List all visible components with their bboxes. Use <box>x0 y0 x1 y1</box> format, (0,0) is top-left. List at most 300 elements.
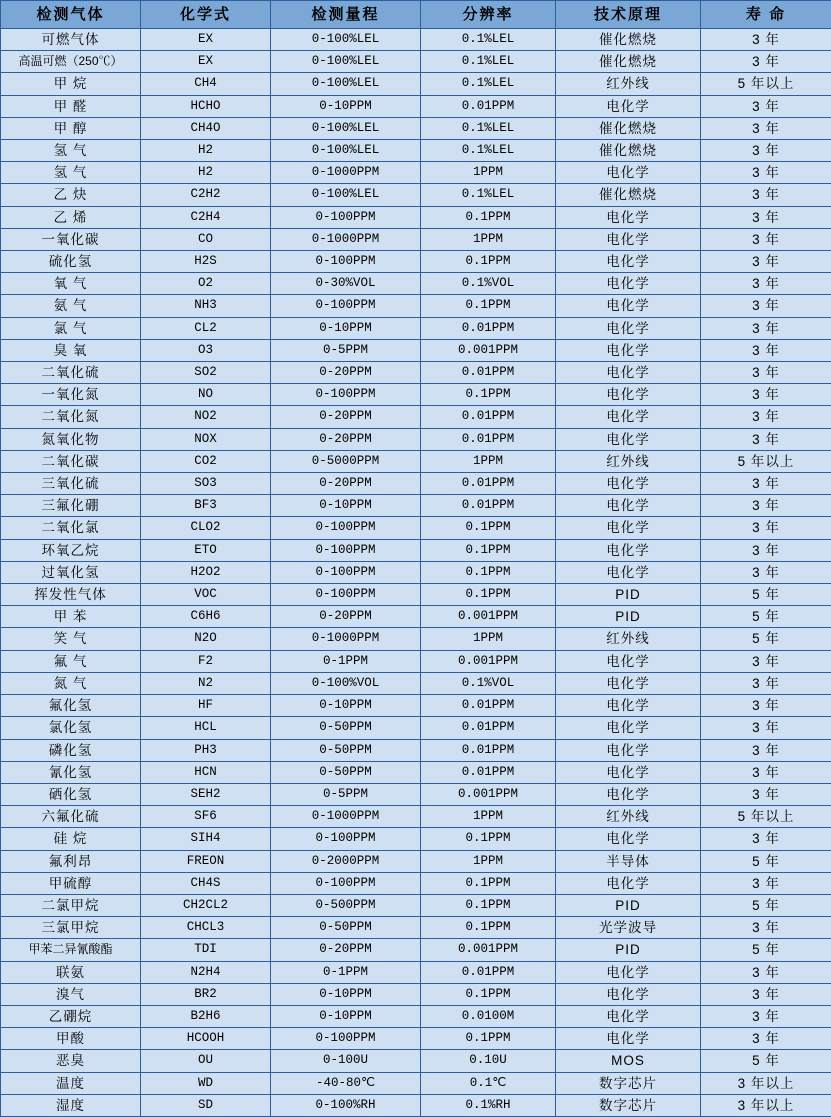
table-row <box>1 561 831 583</box>
cell-formula: CO2 <box>141 450 271 472</box>
cell-range: 0-100%LEL <box>271 184 421 206</box>
table-row <box>1 428 831 450</box>
table-row <box>1 228 831 250</box>
table-row <box>1 1050 831 1072</box>
cell-formula: SF6 <box>141 806 271 828</box>
cell-resolution: 0.1PPM <box>421 894 556 916</box>
table-row <box>1 495 831 517</box>
cell-principle: 电化学 <box>556 695 701 717</box>
cell-gas: 硫化氢 <box>1 251 141 273</box>
cell-formula: SD <box>141 1094 271 1116</box>
cell-lifetime: 5 年 <box>701 850 831 872</box>
cell-lifetime: 5 年 <box>701 584 831 606</box>
cell-principle: 电化学 <box>556 761 701 783</box>
cell-formula: EX <box>141 29 271 51</box>
cell-range: 0-100PPM <box>271 295 421 317</box>
cell-lifetime: 3 年 <box>701 517 831 539</box>
cell-range: 0-100PPM <box>271 539 421 561</box>
cell-formula: NO2 <box>141 406 271 428</box>
cell-lifetime: 5 年 <box>701 894 831 916</box>
cell-gas: 温度 <box>1 1072 141 1094</box>
cell-formula: CL2 <box>141 317 271 339</box>
cell-formula: O2 <box>141 273 271 295</box>
cell-resolution: 0.1PPM <box>421 251 556 273</box>
cell-range: 0-100%LEL <box>271 29 421 51</box>
cell-resolution: 0.1PPM <box>421 872 556 894</box>
cell-range: 0-100PPM <box>271 384 421 406</box>
cell-range: 0-10PPM <box>271 495 421 517</box>
cell-resolution: 0.1PPM <box>421 517 556 539</box>
cell-range: 0-100U <box>271 1050 421 1072</box>
table-row <box>1 650 831 672</box>
table-body <box>1 29 831 1117</box>
cell-principle: 电化学 <box>556 739 701 761</box>
cell-formula: NH3 <box>141 295 271 317</box>
cell-lifetime: 3 年以上 <box>701 1072 831 1094</box>
cell-principle: 光学波导 <box>556 917 701 939</box>
cell-lifetime: 3 年 <box>701 783 831 805</box>
cell-gas: 氢 气 <box>1 140 141 162</box>
cell-gas: 二氧化碳 <box>1 450 141 472</box>
cell-lifetime: 3 年 <box>701 184 831 206</box>
cell-gas: 三氧化硫 <box>1 473 141 495</box>
cell-resolution: 1PPM <box>421 450 556 472</box>
cell-gas: 氯化氢 <box>1 717 141 739</box>
cell-principle: 电化学 <box>556 362 701 384</box>
table-row <box>1 917 831 939</box>
cell-principle: 电化学 <box>556 1028 701 1050</box>
cell-range: 0-100PPM <box>271 517 421 539</box>
cell-gas: 湿度 <box>1 1094 141 1116</box>
cell-lifetime: 3 年 <box>701 428 831 450</box>
table-row <box>1 184 831 206</box>
table-row <box>1 339 831 361</box>
cell-resolution: 1PPM <box>421 628 556 650</box>
cell-lifetime: 3 年 <box>701 384 831 406</box>
cell-lifetime: 3 年 <box>701 495 831 517</box>
cell-principle: 红外线 <box>556 450 701 472</box>
cell-principle: 半导体 <box>556 850 701 872</box>
table-row <box>1 450 831 472</box>
cell-gas: 二氧化硫 <box>1 362 141 384</box>
column-header-formula: 化学式 <box>141 1 271 29</box>
cell-gas: 可燃气体 <box>1 29 141 51</box>
cell-resolution: 0.1PPM <box>421 206 556 228</box>
cell-range: 0-1PPM <box>271 961 421 983</box>
cell-lifetime: 3 年 <box>701 695 831 717</box>
cell-range: 0-100%VOL <box>271 672 421 694</box>
cell-range: 0-10PPM <box>271 95 421 117</box>
cell-lifetime: 3 年 <box>701 273 831 295</box>
cell-formula: TDI <box>141 939 271 961</box>
cell-gas: 笑 气 <box>1 628 141 650</box>
cell-principle: 电化学 <box>556 95 701 117</box>
table-row <box>1 983 831 1005</box>
cell-principle: 红外线 <box>556 73 701 95</box>
cell-formula: HCN <box>141 761 271 783</box>
cell-formula: EX <box>141 51 271 73</box>
table-row <box>1 961 831 983</box>
table-row <box>1 517 831 539</box>
cell-range: 0-30%VOL <box>271 273 421 295</box>
cell-lifetime: 3 年 <box>701 739 831 761</box>
cell-principle: 电化学 <box>556 539 701 561</box>
cell-principle: 数字芯片 <box>556 1094 701 1116</box>
cell-resolution: 0.1PPM <box>421 295 556 317</box>
cell-formula: SEH2 <box>141 783 271 805</box>
cell-formula: CH4 <box>141 73 271 95</box>
table-row <box>1 894 831 916</box>
cell-formula: CO <box>141 228 271 250</box>
table-row <box>1 1072 831 1094</box>
table-header <box>1 1 831 29</box>
cell-resolution: 0.1%VOL <box>421 672 556 694</box>
cell-lifetime: 3 年 <box>701 828 831 850</box>
cell-principle: 电化学 <box>556 672 701 694</box>
cell-gas: 高温可燃（250℃） <box>1 51 141 73</box>
cell-formula: HF <box>141 695 271 717</box>
table-row <box>1 850 831 872</box>
cell-gas: 硅 烷 <box>1 828 141 850</box>
cell-range: 0-50PPM <box>271 917 421 939</box>
cell-lifetime: 3 年 <box>701 983 831 1005</box>
cell-resolution: 0.01PPM <box>421 695 556 717</box>
table-row <box>1 162 831 184</box>
cell-range: 0-50PPM <box>271 761 421 783</box>
cell-principle: 电化学 <box>556 650 701 672</box>
cell-lifetime: 3 年 <box>701 162 831 184</box>
cell-gas: 三氯甲烷 <box>1 917 141 939</box>
cell-gas: 甲硫醇 <box>1 872 141 894</box>
cell-formula: H2 <box>141 140 271 162</box>
cell-lifetime: 5 年以上 <box>701 806 831 828</box>
cell-range: 0-100PPM <box>271 828 421 850</box>
cell-principle: 电化学 <box>556 872 701 894</box>
cell-range: 0-50PPM <box>271 739 421 761</box>
cell-gas: 联氨 <box>1 961 141 983</box>
table-row <box>1 872 831 894</box>
cell-lifetime: 3 年 <box>701 29 831 51</box>
cell-gas: 六氟化硫 <box>1 806 141 828</box>
cell-lifetime: 3 年 <box>701 251 831 273</box>
cell-formula: BR2 <box>141 983 271 1005</box>
cell-gas: 臭 氧 <box>1 339 141 361</box>
cell-lifetime: 3 年 <box>701 228 831 250</box>
cell-resolution: 0.1%RH <box>421 1094 556 1116</box>
cell-resolution: 0.001PPM <box>421 650 556 672</box>
cell-principle: 催化燃烧 <box>556 184 701 206</box>
cell-principle: PID <box>556 939 701 961</box>
column-header-range: 检测量程 <box>271 1 421 29</box>
cell-gas: 氟化氢 <box>1 695 141 717</box>
cell-lifetime: 3 年 <box>701 1005 831 1027</box>
cell-gas: 氟利昂 <box>1 850 141 872</box>
cell-formula: HCOOH <box>141 1028 271 1050</box>
cell-principle: 催化燃烧 <box>556 117 701 139</box>
cell-principle: 红外线 <box>556 628 701 650</box>
cell-principle: 催化燃烧 <box>556 29 701 51</box>
cell-gas: 磷化氢 <box>1 739 141 761</box>
cell-range: 0-1000PPM <box>271 228 421 250</box>
cell-principle: 电化学 <box>556 983 701 1005</box>
table-row <box>1 584 831 606</box>
cell-resolution: 0.1%LEL <box>421 184 556 206</box>
cell-gas: 乙 烯 <box>1 206 141 228</box>
cell-range: 0-50PPM <box>271 717 421 739</box>
cell-range: 0-5000PPM <box>271 450 421 472</box>
cell-gas: 甲苯二异氰酸酯 <box>1 939 141 961</box>
cell-resolution: 0.0100M <box>421 1005 556 1027</box>
cell-range: 0-100PPM <box>271 251 421 273</box>
cell-gas: 甲 醛 <box>1 95 141 117</box>
table-row <box>1 73 831 95</box>
cell-gas: 二氯甲烷 <box>1 894 141 916</box>
cell-resolution: 0.01PPM <box>421 406 556 428</box>
table-row <box>1 384 831 406</box>
cell-gas: 一氧化氮 <box>1 384 141 406</box>
cell-resolution: 0.1PPM <box>421 561 556 583</box>
cell-principle: 电化学 <box>556 517 701 539</box>
column-header-principle: 技术原理 <box>556 1 701 29</box>
table-row <box>1 628 831 650</box>
cell-formula: BF3 <box>141 495 271 517</box>
cell-range: 0-100%LEL <box>271 73 421 95</box>
cell-resolution: 0.01PPM <box>421 739 556 761</box>
cell-range: 0-100%LEL <box>271 117 421 139</box>
table-row <box>1 717 831 739</box>
cell-gas: 氢 气 <box>1 162 141 184</box>
cell-range: 0-100PPM <box>271 561 421 583</box>
cell-lifetime: 5 年 <box>701 939 831 961</box>
cell-range: 0-10PPM <box>271 983 421 1005</box>
cell-resolution: 0.1%LEL <box>421 29 556 51</box>
cell-lifetime: 3 年 <box>701 650 831 672</box>
cell-gas: 二氧化氮 <box>1 406 141 428</box>
table-row <box>1 317 831 339</box>
cell-principle: 电化学 <box>556 162 701 184</box>
cell-lifetime: 3 年 <box>701 717 831 739</box>
cell-gas: 乙硼烷 <box>1 1005 141 1027</box>
table-row <box>1 806 831 828</box>
cell-formula: OU <box>141 1050 271 1072</box>
cell-lifetime: 3 年 <box>701 961 831 983</box>
cell-formula: B2H6 <box>141 1005 271 1027</box>
cell-gas: 环氧乙烷 <box>1 539 141 561</box>
cell-principle: PID <box>556 894 701 916</box>
cell-gas: 氰化氢 <box>1 761 141 783</box>
cell-range: 0-100%LEL <box>271 140 421 162</box>
cell-principle: 电化学 <box>556 406 701 428</box>
table-header-row <box>1 1 831 29</box>
table-row <box>1 1094 831 1116</box>
table-row <box>1 95 831 117</box>
cell-principle: 电化学 <box>556 717 701 739</box>
cell-lifetime: 3 年 <box>701 362 831 384</box>
cell-formula: WD <box>141 1072 271 1094</box>
cell-lifetime: 3 年以上 <box>701 1094 831 1116</box>
cell-gas: 硒化氢 <box>1 783 141 805</box>
cell-resolution: 0.1%LEL <box>421 117 556 139</box>
cell-resolution: 0.01PPM <box>421 961 556 983</box>
cell-formula: N2 <box>141 672 271 694</box>
cell-formula: PH3 <box>141 739 271 761</box>
table-row <box>1 295 831 317</box>
cell-lifetime: 5 年以上 <box>701 450 831 472</box>
cell-gas: 过氧化氢 <box>1 561 141 583</box>
table-row <box>1 1028 831 1050</box>
cell-gas: 氮氧化物 <box>1 428 141 450</box>
cell-principle: 电化学 <box>556 251 701 273</box>
cell-lifetime: 3 年 <box>701 672 831 694</box>
cell-gas: 氟 气 <box>1 650 141 672</box>
cell-principle: 电化学 <box>556 561 701 583</box>
cell-range: 0-100PPM <box>271 206 421 228</box>
cell-formula: H2O2 <box>141 561 271 583</box>
cell-lifetime: 3 年 <box>701 561 831 583</box>
cell-formula: CH2CL2 <box>141 894 271 916</box>
cell-principle: 电化学 <box>556 228 701 250</box>
cell-range: 0-1000PPM <box>271 806 421 828</box>
cell-principle: 电化学 <box>556 295 701 317</box>
table-row <box>1 206 831 228</box>
cell-principle: 催化燃烧 <box>556 51 701 73</box>
cell-formula: SIH4 <box>141 828 271 850</box>
cell-formula: HCHO <box>141 95 271 117</box>
cell-resolution: 0.001PPM <box>421 606 556 628</box>
cell-lifetime: 5 年 <box>701 1050 831 1072</box>
cell-lifetime: 5 年以上 <box>701 73 831 95</box>
cell-resolution: 0.1PPM <box>421 828 556 850</box>
cell-resolution: 0.1%VOL <box>421 273 556 295</box>
table-row <box>1 739 831 761</box>
cell-resolution: 0.1%LEL <box>421 51 556 73</box>
cell-range: 0-500PPM <box>271 894 421 916</box>
cell-formula: SO2 <box>141 362 271 384</box>
cell-lifetime: 5 年 <box>701 606 831 628</box>
cell-formula: ETO <box>141 539 271 561</box>
table-row <box>1 117 831 139</box>
cell-principle: 电化学 <box>556 428 701 450</box>
cell-resolution: 0.01PPM <box>421 317 556 339</box>
cell-range: 0-1000PPM <box>271 162 421 184</box>
table-row <box>1 273 831 295</box>
cell-principle: 电化学 <box>556 384 701 406</box>
cell-gas: 甲 苯 <box>1 606 141 628</box>
cell-resolution: 0.001PPM <box>421 939 556 961</box>
cell-resolution: 0.10U <box>421 1050 556 1072</box>
cell-lifetime: 3 年 <box>701 117 831 139</box>
cell-resolution: 0.1%LEL <box>421 73 556 95</box>
cell-formula: O3 <box>141 339 271 361</box>
cell-lifetime: 5 年 <box>701 628 831 650</box>
cell-resolution: 0.1PPM <box>421 917 556 939</box>
cell-formula: NO <box>141 384 271 406</box>
cell-range: 0-10PPM <box>271 1005 421 1027</box>
cell-lifetime: 3 年 <box>701 339 831 361</box>
table-row <box>1 473 831 495</box>
cell-range: 0-100PPM <box>271 872 421 894</box>
cell-gas: 溴气 <box>1 983 141 1005</box>
cell-principle: 电化学 <box>556 339 701 361</box>
cell-gas: 氯 气 <box>1 317 141 339</box>
cell-range: 0-5PPM <box>271 783 421 805</box>
cell-lifetime: 3 年 <box>701 761 831 783</box>
cell-principle: 电化学 <box>556 273 701 295</box>
cell-resolution: 0.1PPM <box>421 983 556 1005</box>
cell-lifetime: 3 年 <box>701 539 831 561</box>
cell-formula: NOX <box>141 428 271 450</box>
cell-resolution: 1PPM <box>421 228 556 250</box>
cell-gas: 一氧化碳 <box>1 228 141 250</box>
table-row <box>1 140 831 162</box>
cell-principle: 数字芯片 <box>556 1072 701 1094</box>
column-header-gas: 检测气体 <box>1 1 141 29</box>
cell-range: 0-100%RH <box>271 1094 421 1116</box>
table-row <box>1 251 831 273</box>
cell-formula: CH4S <box>141 872 271 894</box>
table-row <box>1 672 831 694</box>
cell-resolution: 0.1℃ <box>421 1072 556 1094</box>
cell-range: 0-20PPM <box>271 406 421 428</box>
cell-resolution: 0.001PPM <box>421 783 556 805</box>
cell-range: 0-10PPM <box>271 317 421 339</box>
table-row <box>1 761 831 783</box>
table-row <box>1 539 831 561</box>
table-row <box>1 29 831 51</box>
cell-formula: FREON <box>141 850 271 872</box>
column-header-lifetime: 寿 命 <box>701 1 831 29</box>
cell-resolution: 0.1PPM <box>421 1028 556 1050</box>
cell-gas: 甲 烷 <box>1 73 141 95</box>
table-row <box>1 362 831 384</box>
cell-principle: 电化学 <box>556 206 701 228</box>
cell-lifetime: 3 年 <box>701 317 831 339</box>
cell-formula: VOC <box>141 584 271 606</box>
cell-range: 0-10PPM <box>271 695 421 717</box>
cell-principle: 催化燃烧 <box>556 140 701 162</box>
table-row <box>1 828 831 850</box>
cell-principle: 红外线 <box>556 806 701 828</box>
cell-principle: 电化学 <box>556 828 701 850</box>
cell-range: 0-100PPM <box>271 1028 421 1050</box>
cell-gas: 甲 醇 <box>1 117 141 139</box>
cell-principle: 电化学 <box>556 495 701 517</box>
cell-resolution: 0.001PPM <box>421 339 556 361</box>
cell-lifetime: 3 年 <box>701 406 831 428</box>
cell-formula: C2H2 <box>141 184 271 206</box>
cell-formula: CLO2 <box>141 517 271 539</box>
cell-gas: 甲酸 <box>1 1028 141 1050</box>
cell-range: 0-20PPM <box>271 939 421 961</box>
cell-principle: 电化学 <box>556 783 701 805</box>
cell-resolution: 1PPM <box>421 806 556 828</box>
cell-resolution: 0.1PPM <box>421 584 556 606</box>
cell-lifetime: 3 年 <box>701 917 831 939</box>
cell-resolution: 0.01PPM <box>421 717 556 739</box>
cell-formula: N2H4 <box>141 961 271 983</box>
cell-gas: 氨 气 <box>1 295 141 317</box>
cell-range: 0-1PPM <box>271 650 421 672</box>
cell-formula: H2S <box>141 251 271 273</box>
cell-gas: 三氟化硼 <box>1 495 141 517</box>
cell-gas: 乙 炔 <box>1 184 141 206</box>
cell-gas: 氮 气 <box>1 672 141 694</box>
table-row <box>1 1005 831 1027</box>
cell-range: 0-100%LEL <box>271 51 421 73</box>
cell-principle: MOS <box>556 1050 701 1072</box>
cell-lifetime: 3 年 <box>701 140 831 162</box>
column-header-resolution: 分辨率 <box>421 1 556 29</box>
